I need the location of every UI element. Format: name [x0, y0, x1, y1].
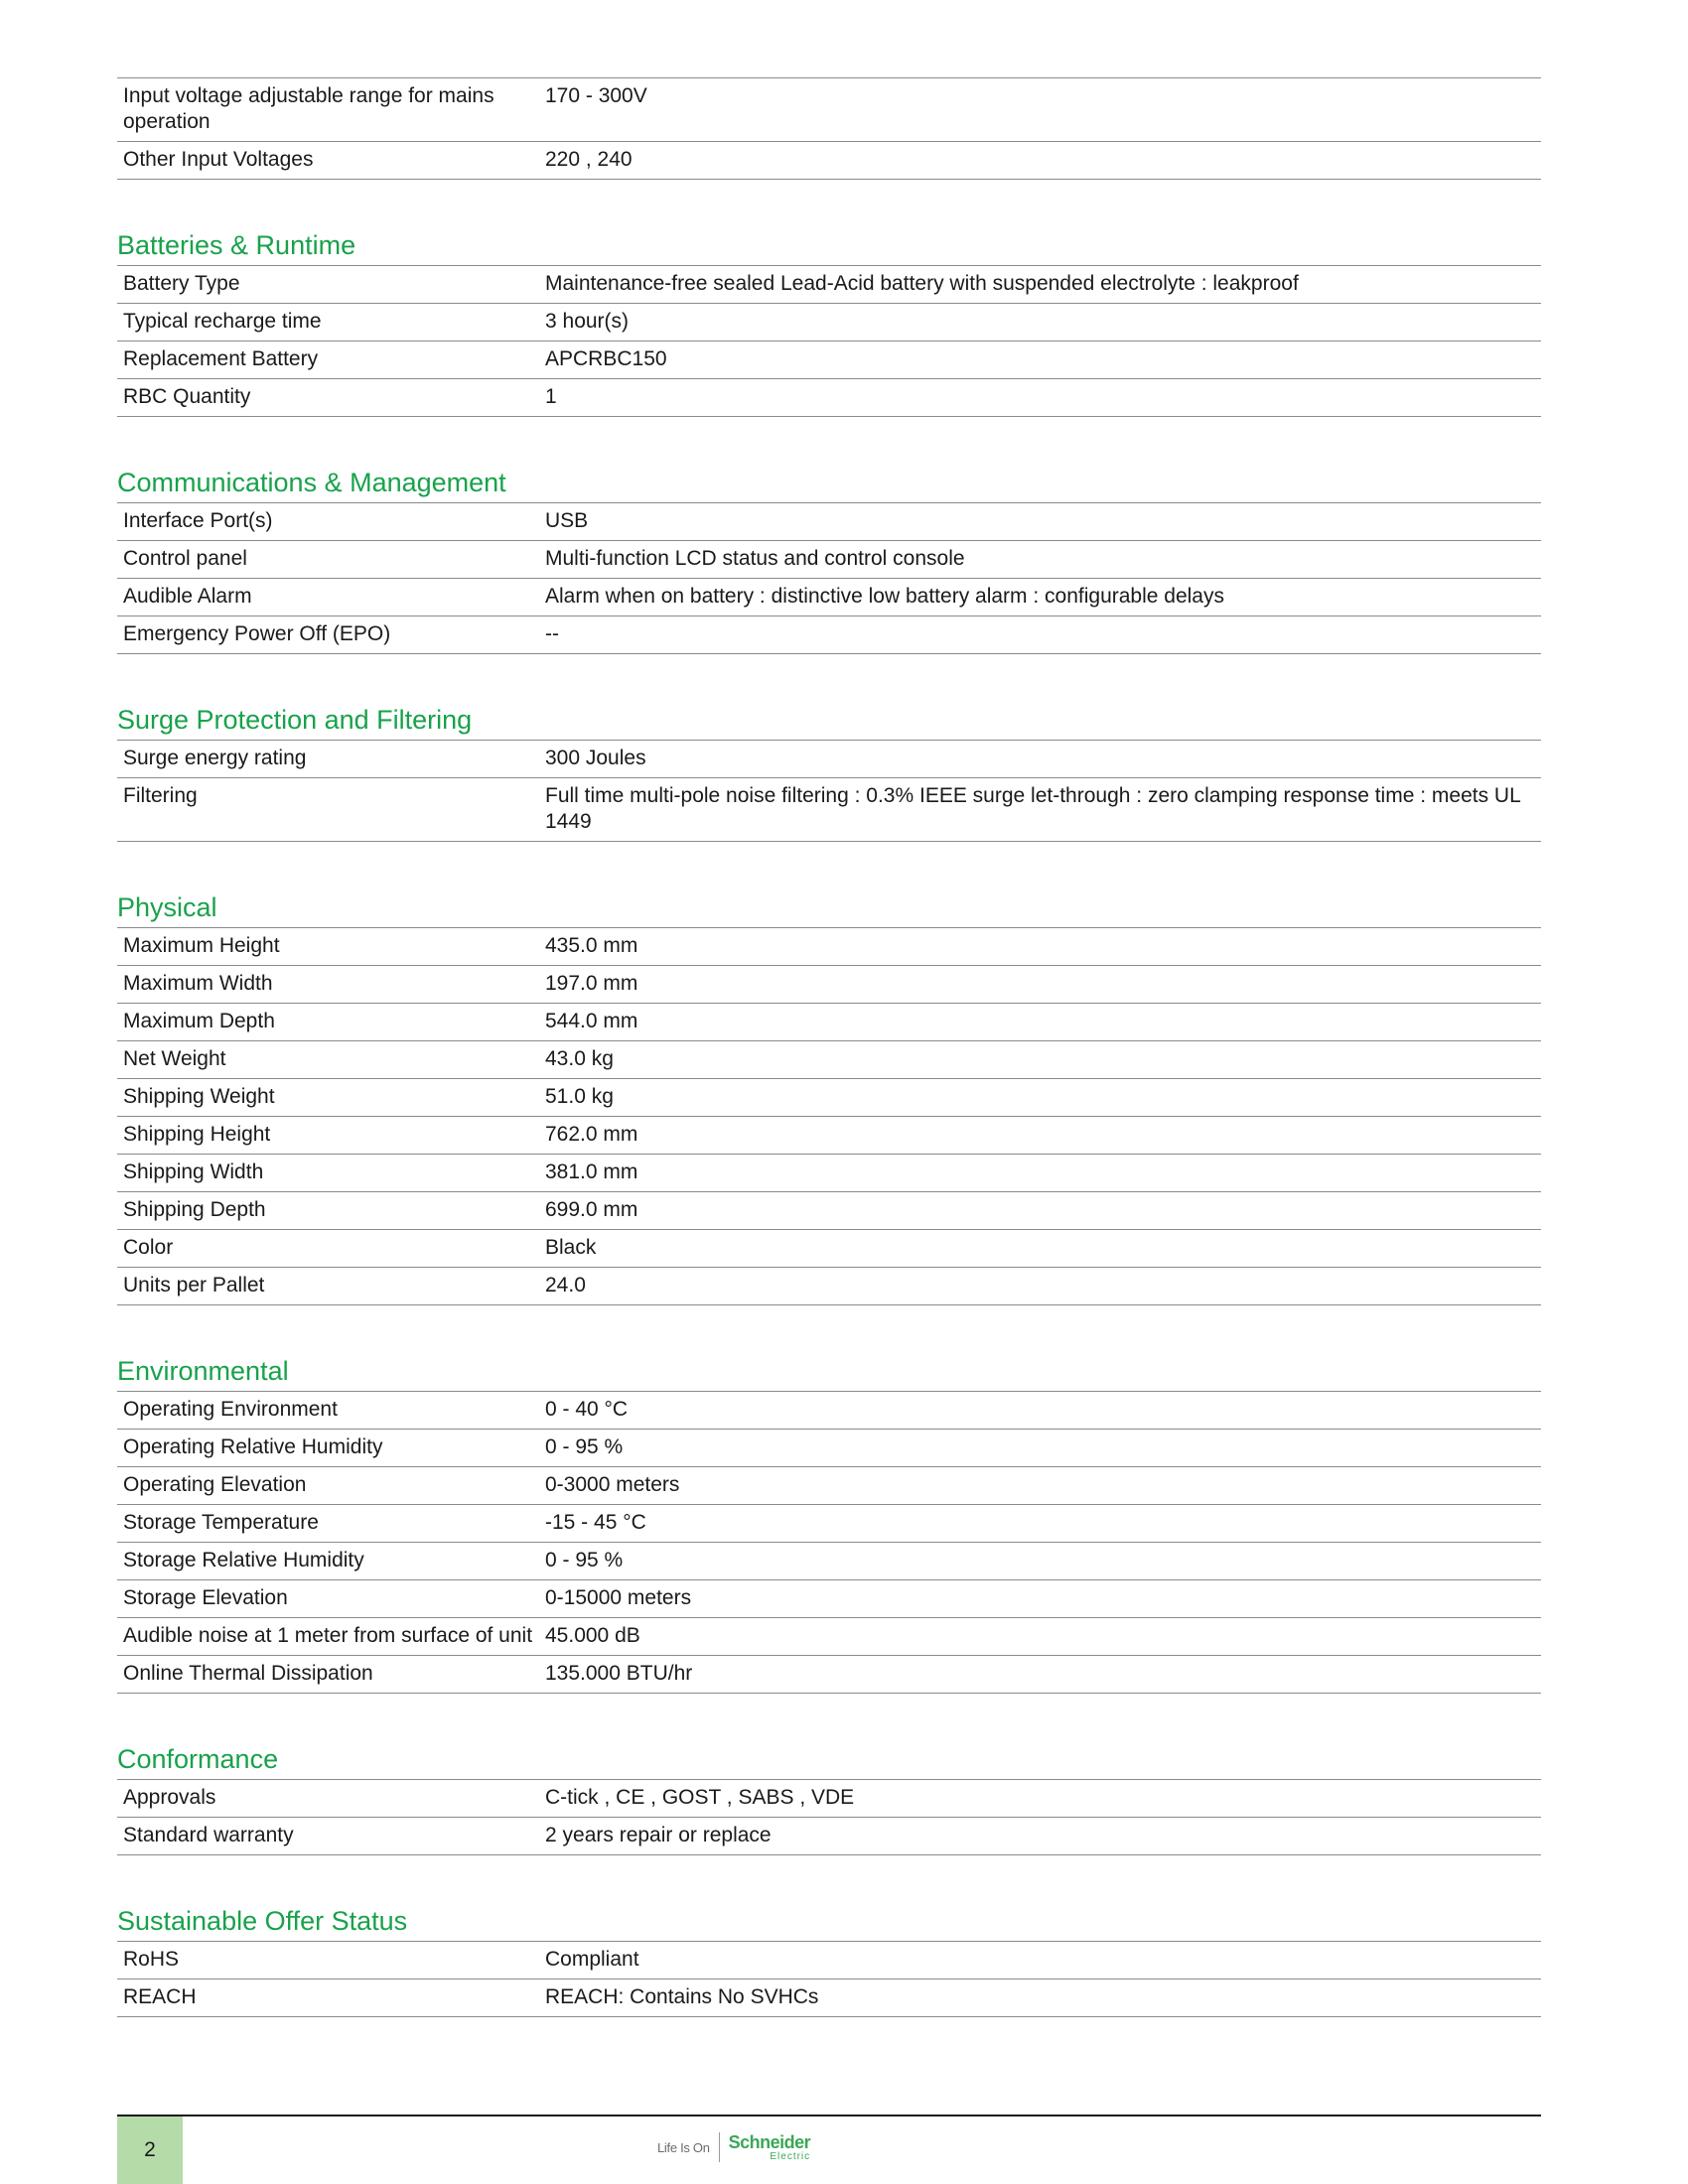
spec-section — [117, 229, 1541, 417]
spec-value: Black — [539, 1230, 1541, 1268]
spec-label: Online Thermal Dissipation — [117, 1656, 539, 1694]
spec-row — [117, 1117, 1541, 1155]
spec-value: 0 - 95 % — [539, 1430, 1541, 1467]
spec-row — [117, 1656, 1541, 1694]
spec-row — [117, 541, 1541, 579]
section-heading: Batteries & Runtime — [117, 230, 356, 260]
spec-label: Storage Temperature — [117, 1505, 539, 1543]
spec-label: Storage Elevation — [117, 1580, 539, 1618]
spec-label: Operating Relative Humidity — [117, 1430, 539, 1467]
spec-value: 24.0 — [539, 1268, 1541, 1305]
spec-label: Operating Elevation — [117, 1467, 539, 1505]
spec-row — [117, 266, 1541, 304]
spec-value: 381.0 mm — [539, 1155, 1541, 1192]
spec-label: Operating Environment — [117, 1392, 539, 1430]
section-heading: Physical — [117, 892, 217, 922]
spec-row — [117, 1004, 1541, 1041]
spec-value: 43.0 kg — [539, 1041, 1541, 1079]
spec-table — [117, 1779, 1541, 1855]
logo-brand-name: Schneider — [728, 2131, 811, 2152]
spec-table — [117, 927, 1541, 1305]
spec-row — [117, 1155, 1541, 1192]
spec-label: Standard warranty — [117, 1818, 539, 1855]
spec-label: Shipping Height — [117, 1117, 539, 1155]
spec-row — [117, 1430, 1541, 1467]
spec-label: Storage Relative Humidity — [117, 1543, 539, 1580]
spec-row — [117, 304, 1541, 341]
spec-value: 0 - 95 % — [539, 1543, 1541, 1580]
section-heading: Sustainable Offer Status — [117, 1906, 408, 1936]
spec-label: Approvals — [117, 1780, 539, 1818]
spec-value: 435.0 mm — [539, 928, 1541, 966]
spec-label: Other Input Voltages — [117, 142, 539, 180]
spec-row — [117, 1392, 1541, 1430]
spec-row — [117, 1230, 1541, 1268]
spec-row — [117, 1942, 1541, 1979]
spec-table — [117, 1391, 1541, 1694]
spec-row — [117, 1780, 1541, 1818]
spec-sheet-page — [117, 0, 1541, 2017]
spec-label: Maximum Height — [117, 928, 539, 966]
spec-value: REACH: Contains No SVHCs — [539, 1979, 1541, 2017]
spec-value: 1 — [539, 379, 1541, 417]
spec-label: Battery Type — [117, 266, 539, 304]
spec-row — [117, 1543, 1541, 1580]
spec-value: USB — [539, 503, 1541, 541]
spec-row — [117, 1079, 1541, 1117]
spec-label: Emergency Power Off (EPO) — [117, 616, 539, 654]
spec-section — [117, 1355, 1541, 1694]
spec-label: Surge energy rating — [117, 741, 539, 778]
logo-separator — [719, 2132, 720, 2162]
spec-table — [117, 265, 1541, 417]
spec-row — [117, 1192, 1541, 1230]
spec-label: Typical recharge time — [117, 304, 539, 341]
spec-row — [117, 341, 1541, 379]
spec-label: Audible Alarm — [117, 579, 539, 616]
spec-value: 3 hour(s) — [539, 304, 1541, 341]
spec-value: -- — [539, 616, 1541, 654]
spec-row — [117, 928, 1541, 966]
spec-row — [117, 379, 1541, 417]
spec-row — [117, 503, 1541, 541]
spec-label: Input voltage adjustable range for mains operation — [117, 78, 539, 142]
spec-section — [117, 1743, 1541, 1855]
spec-row — [117, 142, 1541, 180]
spec-row — [117, 579, 1541, 616]
spec-value: 699.0 mm — [539, 1192, 1541, 1230]
input-spec-table — [117, 77, 1541, 180]
spec-value: 0-3000 meters — [539, 1467, 1541, 1505]
spec-row — [117, 778, 1541, 842]
spec-label: RoHS — [117, 1942, 539, 1979]
spec-value: 0-15000 meters — [539, 1580, 1541, 1618]
spec-value: C-tick , CE , GOST , SABS , VDE — [539, 1780, 1541, 1818]
spec-section — [117, 891, 1541, 1305]
spec-value: 300 Joules — [539, 741, 1541, 778]
spec-value: 197.0 mm — [539, 966, 1541, 1004]
spec-row — [117, 966, 1541, 1004]
spec-value: 762.0 mm — [539, 1117, 1541, 1155]
spec-value: Maintenance-free sealed Lead-Acid battery with suspended electrolyte : leakproof — [539, 266, 1541, 304]
spec-label: Shipping Width — [117, 1155, 539, 1192]
spec-value: 51.0 kg — [539, 1079, 1541, 1117]
spec-row — [117, 616, 1541, 654]
spec-label: Color — [117, 1230, 539, 1268]
spec-label: Audible noise at 1 meter from surface of unit — [117, 1618, 539, 1656]
spec-section — [117, 704, 1541, 842]
spec-value: Multi-function LCD status and control console — [539, 541, 1541, 579]
spec-section — [117, 467, 1541, 654]
spec-row — [117, 1818, 1541, 1855]
spec-value: Alarm when on battery : distinctive low battery alarm : configurable delays — [539, 579, 1541, 616]
spec-value: 170 - 300V — [539, 78, 1541, 142]
footer-divider — [117, 2115, 1541, 2116]
spec-row — [117, 1618, 1541, 1656]
spec-label: Interface Port(s) — [117, 503, 539, 541]
spec-label: Control panel — [117, 541, 539, 579]
spec-value: 544.0 mm — [539, 1004, 1541, 1041]
spec-label: Replacement Battery — [117, 341, 539, 379]
spec-value: Full time multi-pole noise filtering : 0.3% IEEE surge let-through : zero clamping response time : meets UL 1449 — [539, 778, 1541, 842]
spec-label: Filtering — [117, 778, 539, 842]
spec-row — [117, 1979, 1541, 2017]
page-number: 2 — [117, 2116, 183, 2184]
section-heading: Communications & Management — [117, 468, 506, 497]
spec-label: RBC Quantity — [117, 379, 539, 417]
spec-label: Shipping Depth — [117, 1192, 539, 1230]
logo-tagline: Life Is On — [657, 2139, 710, 2155]
spec-row — [117, 1467, 1541, 1505]
spec-value: 45.000 dB — [539, 1618, 1541, 1656]
logo-brand — [729, 2133, 811, 2162]
spec-row — [117, 741, 1541, 778]
spec-row — [117, 1505, 1541, 1543]
spec-row — [117, 1580, 1541, 1618]
section-heading: Environmental — [117, 1356, 289, 1386]
section-heading: Surge Protection and Filtering — [117, 705, 473, 735]
section-heading: Conformance — [117, 1744, 279, 1774]
spec-section — [117, 1905, 1541, 2017]
spec-value: Compliant — [539, 1942, 1541, 1979]
spec-value: -15 - 45 °C — [539, 1505, 1541, 1543]
spec-label: REACH — [117, 1979, 539, 2017]
logo-brand-sub: Electric — [770, 2150, 811, 2162]
spec-label: Units per Pallet — [117, 1268, 539, 1305]
spec-table — [117, 740, 1541, 842]
spec-label: Maximum Width — [117, 966, 539, 1004]
spec-value: 0 - 40 °C — [539, 1392, 1541, 1430]
spec-table — [117, 502, 1541, 654]
spec-label: Shipping Weight — [117, 1079, 539, 1117]
spec-row — [117, 1041, 1541, 1079]
spec-value: 220 , 240 — [539, 142, 1541, 180]
spec-table — [117, 1941, 1541, 2017]
schneider-logo — [657, 2129, 810, 2165]
spec-value: 2 years repair or replace — [539, 1818, 1541, 1855]
spec-row — [117, 1268, 1541, 1305]
spec-label: Net Weight — [117, 1041, 539, 1079]
spec-label: Maximum Depth — [117, 1004, 539, 1041]
spec-value: 135.000 BTU/hr — [539, 1656, 1541, 1694]
spec-value: APCRBC150 — [539, 341, 1541, 379]
spec-row — [117, 78, 1541, 142]
spec-sections — [117, 229, 1541, 2017]
